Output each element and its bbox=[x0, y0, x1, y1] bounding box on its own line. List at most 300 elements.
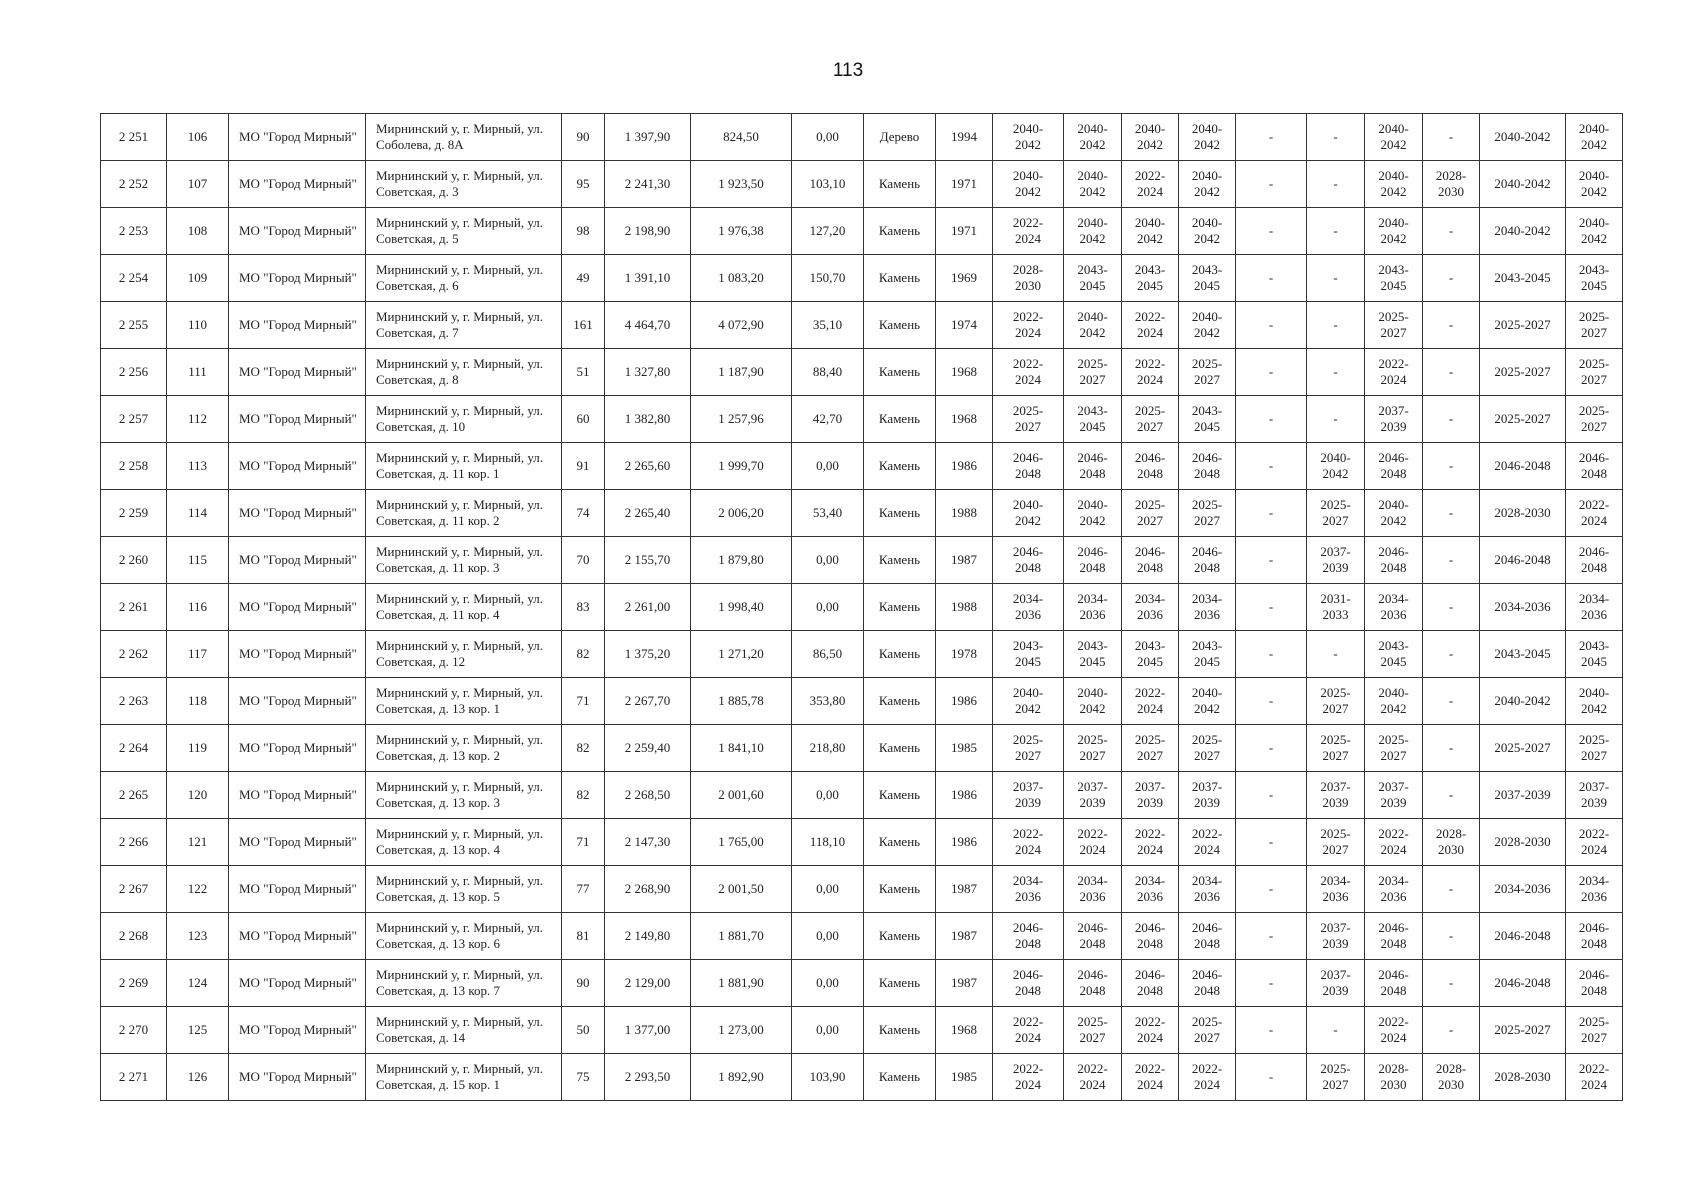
total-area-cell: 2 268,90 bbox=[605, 866, 691, 913]
period-cell: - bbox=[1423, 631, 1480, 678]
period-cell: 2022- 2024 bbox=[1122, 1007, 1179, 1054]
value-1-cell: 161 bbox=[562, 302, 605, 349]
build-year-cell: 1968 bbox=[936, 349, 993, 396]
address-cell: Мирнинский у, г. Мирный, ул. Советская, д. 13 кор. 7 bbox=[366, 960, 562, 1007]
table-row bbox=[101, 349, 1623, 396]
municipality-cell: МО "Город Мирный" bbox=[229, 490, 366, 537]
period-cell: 2040- 2042 bbox=[1122, 208, 1179, 255]
value-1-cell: 75 bbox=[562, 1054, 605, 1101]
row-index-cell: 112 bbox=[167, 396, 229, 443]
period-cell: - bbox=[1307, 631, 1365, 678]
nonresidential-area-cell: 103,90 bbox=[792, 1054, 864, 1101]
period-cell: 2040- 2042 bbox=[1064, 114, 1122, 161]
row-number-cell: 2 265 bbox=[101, 772, 167, 819]
period-cell: 2046- 2048 bbox=[1365, 960, 1423, 1007]
total-area-cell: 2 149,80 bbox=[605, 913, 691, 960]
value-1-cell: 91 bbox=[562, 443, 605, 490]
municipality-cell: МО "Город Мирный" bbox=[229, 443, 366, 490]
municipality-cell: МО "Город Мирный" bbox=[229, 537, 366, 584]
period-cell: 2025- 2027 bbox=[1307, 725, 1365, 772]
nonresidential-area-cell: 0,00 bbox=[792, 960, 864, 1007]
row-index-cell: 115 bbox=[167, 537, 229, 584]
period-cell: 2025- 2027 bbox=[1566, 302, 1623, 349]
period-cell: 2025-2027 bbox=[1480, 1007, 1566, 1054]
row-index-cell: 107 bbox=[167, 161, 229, 208]
row-number-cell: 2 258 bbox=[101, 443, 167, 490]
total-area-cell: 2 293,50 bbox=[605, 1054, 691, 1101]
wall-material-cell: Камень bbox=[864, 490, 936, 537]
period-cell: - bbox=[1236, 114, 1307, 161]
row-index-cell: 119 bbox=[167, 725, 229, 772]
period-cell: 2043- 2045 bbox=[1064, 255, 1122, 302]
period-cell: 2043- 2045 bbox=[993, 631, 1064, 678]
build-year-cell: 1986 bbox=[936, 678, 993, 725]
address-cell: Мирнинский у, г. Мирный, ул. Советская, д. 15 кор. 1 bbox=[366, 1054, 562, 1101]
wall-material-cell: Камень bbox=[864, 678, 936, 725]
period-cell: 2046- 2048 bbox=[1566, 913, 1623, 960]
period-cell: 2046- 2048 bbox=[1122, 537, 1179, 584]
build-year-cell: 1969 bbox=[936, 255, 993, 302]
wall-material-cell: Камень bbox=[864, 1007, 936, 1054]
period-cell: 2040-2042 bbox=[1480, 208, 1566, 255]
table-row bbox=[101, 819, 1623, 866]
period-cell: 2040- 2042 bbox=[1365, 678, 1423, 725]
period-cell: 2025- 2027 bbox=[1179, 725, 1236, 772]
period-cell: 2040- 2042 bbox=[1064, 161, 1122, 208]
value-1-cell: 98 bbox=[562, 208, 605, 255]
wall-material-cell: Камень bbox=[864, 208, 936, 255]
period-cell: 2025- 2027 bbox=[993, 725, 1064, 772]
period-cell: - bbox=[1236, 396, 1307, 443]
period-cell: 2046-2048 bbox=[1480, 960, 1566, 1007]
period-cell: 2028- 2030 bbox=[1423, 819, 1480, 866]
row-index-cell: 108 bbox=[167, 208, 229, 255]
address-cell: Мирнинский у, г. Мирный, ул. Советская, д. 13 кор. 4 bbox=[366, 819, 562, 866]
period-cell: 2046- 2048 bbox=[1179, 443, 1236, 490]
row-number-cell: 2 257 bbox=[101, 396, 167, 443]
table-row bbox=[101, 866, 1623, 913]
living-area-cell: 1 765,00 bbox=[691, 819, 792, 866]
period-cell: 2034- 2036 bbox=[1122, 866, 1179, 913]
period-cell: 2034- 2036 bbox=[993, 866, 1064, 913]
living-area-cell: 1 923,50 bbox=[691, 161, 792, 208]
period-cell: - bbox=[1423, 913, 1480, 960]
living-area-cell: 1 976,38 bbox=[691, 208, 792, 255]
period-cell: - bbox=[1423, 960, 1480, 1007]
housing-table bbox=[100, 113, 1623, 1101]
total-area-cell: 2 268,50 bbox=[605, 772, 691, 819]
period-cell: 2025- 2027 bbox=[1365, 725, 1423, 772]
period-cell: 2046- 2048 bbox=[1566, 537, 1623, 584]
period-cell: 2022- 2024 bbox=[993, 1007, 1064, 1054]
period-cell: 2037-2039 bbox=[1480, 772, 1566, 819]
period-cell: 2037- 2039 bbox=[1064, 772, 1122, 819]
table-row bbox=[101, 960, 1623, 1007]
period-cell: 2034- 2036 bbox=[993, 584, 1064, 631]
table-row bbox=[101, 725, 1623, 772]
living-area-cell: 1 187,90 bbox=[691, 349, 792, 396]
total-area-cell: 2 261,00 bbox=[605, 584, 691, 631]
period-cell: - bbox=[1307, 114, 1365, 161]
period-cell: 2025-2027 bbox=[1480, 725, 1566, 772]
build-year-cell: 1968 bbox=[936, 396, 993, 443]
period-cell: 2040- 2042 bbox=[993, 490, 1064, 537]
period-cell: - bbox=[1423, 208, 1480, 255]
total-area-cell: 2 259,40 bbox=[605, 725, 691, 772]
period-cell: 2025- 2027 bbox=[1064, 725, 1122, 772]
address-cell: Мирнинский у, г. Мирный, ул. Советская, д. 13 кор. 1 bbox=[366, 678, 562, 725]
period-cell: 2046-2048 bbox=[1480, 537, 1566, 584]
period-cell: - bbox=[1236, 255, 1307, 302]
nonresidential-area-cell: 353,80 bbox=[792, 678, 864, 725]
total-area-cell: 1 382,80 bbox=[605, 396, 691, 443]
total-area-cell: 1 377,00 bbox=[605, 1007, 691, 1054]
address-cell: Мирнинский у, г. Мирный, ул. Советская, д. 11 кор. 2 bbox=[366, 490, 562, 537]
nonresidential-area-cell: 0,00 bbox=[792, 866, 864, 913]
table-row bbox=[101, 443, 1623, 490]
period-cell: 2040- 2042 bbox=[1179, 302, 1236, 349]
period-cell: - bbox=[1236, 161, 1307, 208]
municipality-cell: МО "Город Мирный" bbox=[229, 725, 366, 772]
address-cell: Мирнинский у, г. Мирный, ул. Советская, д. 10 bbox=[366, 396, 562, 443]
build-year-cell: 1994 bbox=[936, 114, 993, 161]
period-cell: - bbox=[1423, 255, 1480, 302]
period-cell: 2034- 2036 bbox=[1122, 584, 1179, 631]
value-1-cell: 71 bbox=[562, 819, 605, 866]
period-cell: 2031- 2033 bbox=[1307, 584, 1365, 631]
period-cell: 2046- 2048 bbox=[1064, 960, 1122, 1007]
period-cell: 2043- 2045 bbox=[1122, 255, 1179, 302]
period-cell: 2043- 2045 bbox=[1064, 396, 1122, 443]
municipality-cell: МО "Город Мирный" bbox=[229, 913, 366, 960]
period-cell: 2025-2027 bbox=[1480, 349, 1566, 396]
build-year-cell: 1978 bbox=[936, 631, 993, 678]
nonresidential-area-cell: 0,00 bbox=[792, 772, 864, 819]
living-area-cell: 2 001,60 bbox=[691, 772, 792, 819]
period-cell: 2034- 2036 bbox=[1179, 584, 1236, 631]
nonresidential-area-cell: 103,10 bbox=[792, 161, 864, 208]
row-number-cell: 2 255 bbox=[101, 302, 167, 349]
value-1-cell: 71 bbox=[562, 678, 605, 725]
wall-material-cell: Камень bbox=[864, 725, 936, 772]
period-cell: - bbox=[1236, 725, 1307, 772]
period-cell: 2040- 2042 bbox=[1566, 114, 1623, 161]
period-cell: 2043- 2045 bbox=[1122, 631, 1179, 678]
period-cell: - bbox=[1236, 208, 1307, 255]
table-row bbox=[101, 1007, 1623, 1054]
address-cell: Мирнинский у, г. Мирный, ул. Советская, д. 11 кор. 3 bbox=[366, 537, 562, 584]
period-cell: 2034- 2036 bbox=[1064, 584, 1122, 631]
nonresidential-area-cell: 0,00 bbox=[792, 913, 864, 960]
period-cell: 2043-2045 bbox=[1480, 631, 1566, 678]
period-cell: 2043- 2045 bbox=[1179, 631, 1236, 678]
row-index-cell: 111 bbox=[167, 349, 229, 396]
period-cell: 2025- 2027 bbox=[1307, 678, 1365, 725]
period-cell: - bbox=[1423, 584, 1480, 631]
address-cell: Мирнинский у, г. Мирный, ул. Советская, д. 13 кор. 3 bbox=[366, 772, 562, 819]
row-index-cell: 116 bbox=[167, 584, 229, 631]
wall-material-cell: Камень bbox=[864, 584, 936, 631]
table-body bbox=[101, 114, 1623, 1101]
nonresidential-area-cell: 118,10 bbox=[792, 819, 864, 866]
period-cell: - bbox=[1236, 302, 1307, 349]
build-year-cell: 1986 bbox=[936, 443, 993, 490]
period-cell: 2034- 2036 bbox=[1307, 866, 1365, 913]
build-year-cell: 1987 bbox=[936, 960, 993, 1007]
living-area-cell: 2 001,50 bbox=[691, 866, 792, 913]
table-row bbox=[101, 678, 1623, 725]
build-year-cell: 1987 bbox=[936, 537, 993, 584]
address-cell: Мирнинский у, г. Мирный, ул. Советская, д. 13 кор. 6 bbox=[366, 913, 562, 960]
row-index-cell: 118 bbox=[167, 678, 229, 725]
nonresidential-area-cell: 35,10 bbox=[792, 302, 864, 349]
period-cell: - bbox=[1236, 1054, 1307, 1101]
address-cell: Мирнинский у, г. Мирный, ул. Советская, д. 11 кор. 1 bbox=[366, 443, 562, 490]
period-cell: 2040- 2042 bbox=[993, 161, 1064, 208]
period-cell: 2025- 2027 bbox=[1122, 490, 1179, 537]
period-cell: 2037- 2039 bbox=[1179, 772, 1236, 819]
build-year-cell: 1988 bbox=[936, 490, 993, 537]
period-cell: 2046- 2048 bbox=[993, 960, 1064, 1007]
build-year-cell: 1988 bbox=[936, 584, 993, 631]
value-1-cell: 82 bbox=[562, 772, 605, 819]
period-cell: 2025- 2027 bbox=[1307, 490, 1365, 537]
period-cell: 2037- 2039 bbox=[1307, 960, 1365, 1007]
value-1-cell: 83 bbox=[562, 584, 605, 631]
value-1-cell: 90 bbox=[562, 960, 605, 1007]
period-cell: 2025- 2027 bbox=[1064, 349, 1122, 396]
period-cell: 2025- 2027 bbox=[1122, 725, 1179, 772]
period-cell: - bbox=[1236, 631, 1307, 678]
period-cell: 2040- 2042 bbox=[1179, 208, 1236, 255]
address-cell: Мирнинский у, г. Мирный, ул. Советская, д. 3 bbox=[366, 161, 562, 208]
period-cell: 2034- 2036 bbox=[1365, 584, 1423, 631]
period-cell: 2037- 2039 bbox=[993, 772, 1064, 819]
row-number-cell: 2 252 bbox=[101, 161, 167, 208]
row-number-cell: 2 268 bbox=[101, 913, 167, 960]
period-cell: - bbox=[1236, 866, 1307, 913]
row-number-cell: 2 261 bbox=[101, 584, 167, 631]
period-cell: 2025- 2027 bbox=[1179, 1007, 1236, 1054]
period-cell: 2034-2036 bbox=[1480, 584, 1566, 631]
wall-material-cell: Камень bbox=[864, 349, 936, 396]
total-area-cell: 1 397,90 bbox=[605, 114, 691, 161]
municipality-cell: МО "Город Мирный" bbox=[229, 866, 366, 913]
period-cell: 2025- 2027 bbox=[1179, 349, 1236, 396]
period-cell: 2040- 2042 bbox=[1566, 678, 1623, 725]
row-number-cell: 2 267 bbox=[101, 866, 167, 913]
period-cell: - bbox=[1236, 678, 1307, 725]
period-cell: 2043- 2045 bbox=[1566, 255, 1623, 302]
period-cell: 2025- 2027 bbox=[1179, 490, 1236, 537]
row-index-cell: 121 bbox=[167, 819, 229, 866]
address-cell: Мирнинский у, г. Мирный, ул. Советская, д. 6 bbox=[366, 255, 562, 302]
municipality-cell: МО "Город Мирный" bbox=[229, 349, 366, 396]
period-cell: 2037- 2039 bbox=[1566, 772, 1623, 819]
period-cell: 2034- 2036 bbox=[1179, 866, 1236, 913]
wall-material-cell: Камень bbox=[864, 819, 936, 866]
value-1-cell: 51 bbox=[562, 349, 605, 396]
table-row bbox=[101, 208, 1623, 255]
address-cell: Мирнинский у, г. Мирный, ул. Советская, д. 13 кор. 2 bbox=[366, 725, 562, 772]
period-cell: 2025- 2027 bbox=[1566, 1007, 1623, 1054]
nonresidential-area-cell: 88,40 bbox=[792, 349, 864, 396]
period-cell: 2025-2027 bbox=[1480, 302, 1566, 349]
period-cell: - bbox=[1236, 913, 1307, 960]
wall-material-cell: Дерево bbox=[864, 114, 936, 161]
period-cell: 2040- 2042 bbox=[1307, 443, 1365, 490]
period-cell: 2028- 2030 bbox=[1423, 161, 1480, 208]
period-cell: 2046- 2048 bbox=[993, 913, 1064, 960]
period-cell: 2046- 2048 bbox=[1566, 443, 1623, 490]
period-cell: 2025- 2027 bbox=[1307, 819, 1365, 866]
period-cell: 2046-2048 bbox=[1480, 443, 1566, 490]
municipality-cell: МО "Город Мирный" bbox=[229, 819, 366, 866]
table-row bbox=[101, 255, 1623, 302]
municipality-cell: МО "Город Мирный" bbox=[229, 960, 366, 1007]
municipality-cell: МО "Город Мирный" bbox=[229, 114, 366, 161]
period-cell: 2034- 2036 bbox=[1566, 584, 1623, 631]
row-number-cell: 2 251 bbox=[101, 114, 167, 161]
table-row bbox=[101, 537, 1623, 584]
row-number-cell: 2 253 bbox=[101, 208, 167, 255]
living-area-cell: 4 072,90 bbox=[691, 302, 792, 349]
period-cell: 2028-2030 bbox=[1480, 819, 1566, 866]
period-cell: - bbox=[1423, 114, 1480, 161]
period-cell: 2046- 2048 bbox=[1122, 913, 1179, 960]
period-cell: 2025- 2027 bbox=[1365, 302, 1423, 349]
period-cell: 2040-2042 bbox=[1480, 114, 1566, 161]
period-cell: 2046- 2048 bbox=[1122, 960, 1179, 1007]
build-year-cell: 1971 bbox=[936, 161, 993, 208]
address-cell: Мирнинский у, г. Мирный, ул. Советская, д. 12 bbox=[366, 631, 562, 678]
period-cell: 2022- 2024 bbox=[1122, 302, 1179, 349]
value-1-cell: 95 bbox=[562, 161, 605, 208]
period-cell: 2022- 2024 bbox=[1365, 1007, 1423, 1054]
wall-material-cell: Камень bbox=[864, 443, 936, 490]
row-index-cell: 106 bbox=[167, 114, 229, 161]
period-cell: 2037- 2039 bbox=[1365, 396, 1423, 443]
period-cell: 2046- 2048 bbox=[993, 443, 1064, 490]
period-cell: 2022- 2024 bbox=[1179, 1054, 1236, 1101]
value-1-cell: 49 bbox=[562, 255, 605, 302]
living-area-cell: 1 881,70 bbox=[691, 913, 792, 960]
nonresidential-area-cell: 42,70 bbox=[792, 396, 864, 443]
period-cell: 2040- 2042 bbox=[1064, 678, 1122, 725]
nonresidential-area-cell: 53,40 bbox=[792, 490, 864, 537]
period-cell: 2043- 2045 bbox=[1179, 255, 1236, 302]
municipality-cell: МО "Город Мирный" bbox=[229, 584, 366, 631]
nonresidential-area-cell: 86,50 bbox=[792, 631, 864, 678]
nonresidential-area-cell: 0,00 bbox=[792, 114, 864, 161]
table-row bbox=[101, 772, 1623, 819]
period-cell: 2043-2045 bbox=[1480, 255, 1566, 302]
table-row bbox=[101, 490, 1623, 537]
row-index-cell: 122 bbox=[167, 866, 229, 913]
period-cell: 2046- 2048 bbox=[1064, 443, 1122, 490]
wall-material-cell: Камень bbox=[864, 537, 936, 584]
page-number: 113 bbox=[832, 60, 864, 81]
period-cell: - bbox=[1423, 302, 1480, 349]
row-index-cell: 126 bbox=[167, 1054, 229, 1101]
nonresidential-area-cell: 0,00 bbox=[792, 443, 864, 490]
value-1-cell: 60 bbox=[562, 396, 605, 443]
municipality-cell: МО "Город Мирный" bbox=[229, 1007, 366, 1054]
period-cell: 2040- 2042 bbox=[993, 678, 1064, 725]
period-cell: 2022- 2024 bbox=[993, 819, 1064, 866]
row-index-cell: 109 bbox=[167, 255, 229, 302]
period-cell: 2025- 2027 bbox=[1307, 1054, 1365, 1101]
row-number-cell: 2 256 bbox=[101, 349, 167, 396]
period-cell: 2022- 2024 bbox=[1365, 349, 1423, 396]
period-cell: 2022- 2024 bbox=[1122, 349, 1179, 396]
period-cell: - bbox=[1423, 396, 1480, 443]
table-row bbox=[101, 1054, 1623, 1101]
period-cell: 2022- 2024 bbox=[993, 302, 1064, 349]
value-1-cell: 81 bbox=[562, 913, 605, 960]
wall-material-cell: Камень bbox=[864, 913, 936, 960]
total-area-cell: 2 129,00 bbox=[605, 960, 691, 1007]
period-cell: 2034- 2036 bbox=[1566, 866, 1623, 913]
period-cell: 2025- 2027 bbox=[1566, 396, 1623, 443]
municipality-cell: МО "Город Мирный" bbox=[229, 161, 366, 208]
value-1-cell: 74 bbox=[562, 490, 605, 537]
period-cell: 2040- 2042 bbox=[1122, 114, 1179, 161]
period-cell: - bbox=[1423, 1007, 1480, 1054]
period-cell: 2022- 2024 bbox=[1122, 1054, 1179, 1101]
period-cell: - bbox=[1423, 866, 1480, 913]
table-row bbox=[101, 114, 1623, 161]
period-cell: - bbox=[1236, 819, 1307, 866]
wall-material-cell: Камень bbox=[864, 866, 936, 913]
nonresidential-area-cell: 0,00 bbox=[792, 584, 864, 631]
build-year-cell: 1985 bbox=[936, 725, 993, 772]
living-area-cell: 1 257,96 bbox=[691, 396, 792, 443]
period-cell: - bbox=[1307, 349, 1365, 396]
total-area-cell: 2 267,70 bbox=[605, 678, 691, 725]
period-cell: 2025-2027 bbox=[1480, 396, 1566, 443]
living-area-cell: 1 885,78 bbox=[691, 678, 792, 725]
nonresidential-area-cell: 0,00 bbox=[792, 1007, 864, 1054]
period-cell: 2040- 2042 bbox=[1365, 208, 1423, 255]
period-cell: - bbox=[1423, 725, 1480, 772]
period-cell: 2046- 2048 bbox=[1064, 913, 1122, 960]
living-area-cell: 1 999,70 bbox=[691, 443, 792, 490]
living-area-cell: 1 273,00 bbox=[691, 1007, 792, 1054]
row-number-cell: 2 263 bbox=[101, 678, 167, 725]
address-cell: Мирнинский у, г. Мирный, ул. Советская, д. 14 bbox=[366, 1007, 562, 1054]
address-cell: Мирнинский у, г. Мирный, ул. Соболева, д. 8А bbox=[366, 114, 562, 161]
row-index-cell: 117 bbox=[167, 631, 229, 678]
row-number-cell: 2 254 bbox=[101, 255, 167, 302]
period-cell: 2040- 2042 bbox=[1179, 161, 1236, 208]
row-number-cell: 2 264 bbox=[101, 725, 167, 772]
period-cell: 2040- 2042 bbox=[1179, 114, 1236, 161]
period-cell: - bbox=[1236, 1007, 1307, 1054]
build-year-cell: 1971 bbox=[936, 208, 993, 255]
period-cell: 2046- 2048 bbox=[1365, 537, 1423, 584]
value-1-cell: 82 bbox=[562, 725, 605, 772]
municipality-cell: МО "Город Мирный" bbox=[229, 208, 366, 255]
address-cell: Мирнинский у, г. Мирный, ул. Советская, д. 8 bbox=[366, 349, 562, 396]
period-cell: - bbox=[1423, 537, 1480, 584]
period-cell: 2034- 2036 bbox=[1365, 866, 1423, 913]
table-row bbox=[101, 584, 1623, 631]
period-cell: 2040- 2042 bbox=[1566, 208, 1623, 255]
period-cell: 2022- 2024 bbox=[993, 208, 1064, 255]
build-year-cell: 1968 bbox=[936, 1007, 993, 1054]
period-cell: 2028- 2030 bbox=[993, 255, 1064, 302]
